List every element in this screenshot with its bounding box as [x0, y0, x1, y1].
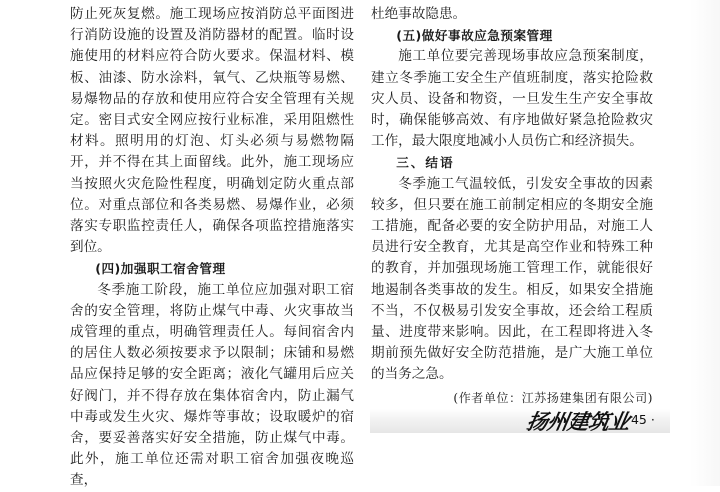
body-paragraph: 防止死灰复燃。施工现场应按消防总平面图进行消防设施的设置及消防器材的配置。临时设施使用的材料应符合防火要求。保温材料、模板、油漆、防水涂料，氧气、乙炔瓶等易燃、易爆物品的存放和使用应符合安全管理有关规定。密目式安全网应按行业标准，采用阻燃性材料。照明用的灯泡、灯头必须与易燃物隔开，并不得在其上面留线。此外，施工现场应当按照火灾危险性程度，明确划定防火重点部位。对重点部位和各类易燃、易爆作业，必须落实专职监控责任人，确保各项监控措施落实到位。: [70, 6, 354, 256]
body-paragraph: 冬季施工阶段，施工单位应加强对职工宿舍的安全管理，将防止煤气中毒、火灾事故当成管理的重点，明确管理责任人。每间宿舍内的居住人数必须按要求予以限制；床铺和易燃品应保持足够的安全距离；液化气罐用后应关好阀门，并不得存放在集体宿舍内，防止漏气中毒或发生火灾、爆炸等事故；设取暖炉的宿舍，要妥善落实好安全措施，防止煤气中毒。此外，施工单位还需对职工宿舍加强夜晚巡查，: [70, 281, 354, 489]
author-affiliation: (作者单位：江苏扬建集团有限公司): [453, 390, 653, 405]
body-paragraph: 杜绝事故隐患。: [371, 6, 467, 22]
right-column: [371, 4, 653, 409]
magazine-masthead: 扬州建筑业: [524, 410, 632, 434]
section-heading-dormitory: (四)加强职工宿舍管理: [95, 261, 226, 277]
body-paragraph: 冬季施工气温较低，引发安全事故的因素较多，但只要在施工前制定相应的冬期安全施工措施，配备必要的安全防护用品，对施工人员进行安全教育，尤其是高空作业和特殊工种的教育，并加强现场施工管理工作，就能很好地遏制各类事故的发生。相反，如果安全措施不当，不仅极易引发安全事故，还会给工程质量、进度带来影响。因此，在工程即将进入冬期前预先做好安全防范措施，是广大施工单位的当务之急。: [371, 175, 653, 383]
body-paragraph: 施工单位要完善现场事故应急预案制度，建立冬季施工安全生产值班制度，落实抢险救灾人员、设备和物资，一旦发生生产安全事故时，确保能够高效、有序地做好紧急抢险救灾工作，最大限度地减小人员伤亡和经济损失。: [371, 48, 653, 150]
left-column: [70, 4, 354, 492]
section-heading-emergency-plan: (五)做好事故应急预案管理: [396, 28, 553, 44]
page-edge-shadow: [690, 0, 720, 486]
page-number: · 45 ·: [623, 412, 655, 427]
section-heading-conclusion: 三、结语: [396, 155, 455, 171]
